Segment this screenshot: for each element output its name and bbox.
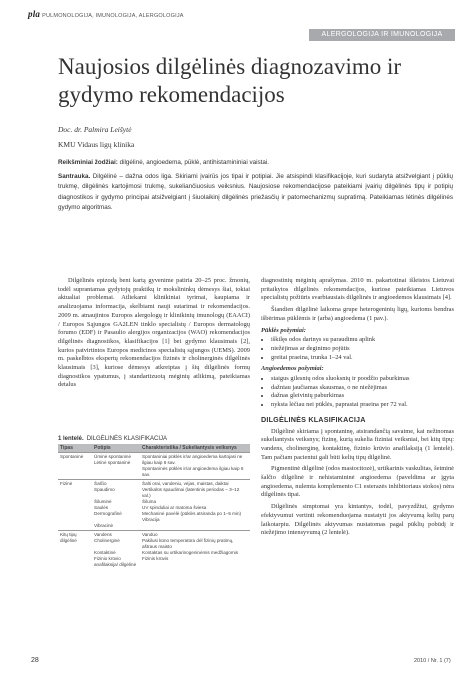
table-cell: Fizinė <box>58 480 92 531</box>
table-cell: Kitų tipų dilgėlinė <box>58 531 92 570</box>
table-caption <box>58 436 167 442</box>
table-cell: Vanduo Pakilusi kūno temperatūra dėl fizinių pratimų, aštraus maisto Kontaktas su urtikarinogeninėmis medžiagomis Fizinis krūvis <box>140 531 250 570</box>
table-cell: Ūminė spontaninė Lėtinė spontaninė <box>92 453 140 480</box>
angioedema-features-list <box>261 375 454 410</box>
section-banner: ALERGOLOGIJA IR IMUNOLOGIJA <box>309 29 455 41</box>
issue-number: 2010 / Nr. 1 (7) <box>414 658 451 664</box>
keywords-label: Reikšminiai žodžiai: <box>58 159 118 166</box>
list-item: • staigus gilesnių odos sluoksnių ir poodžio paburkimas <box>271 375 454 384</box>
table-header: Charakteristika / Sukeliantysis veiksnys <box>140 444 250 453</box>
wheal-features-list <box>261 336 454 362</box>
table-title: DILGĖLINĖS KLASIFIKACIJA <box>86 436 168 442</box>
affiliation: KMU Vidaus ligų klinika <box>58 140 135 149</box>
list-item: • dažniau jaučiamas skausmas, o ne niežėjimas <box>271 384 454 393</box>
table-row <box>58 531 250 570</box>
paragraph: Dilgėlinė skiriama į spontaninę, atsirandančią savaime, kai nežinomas sukeliantysis veiksnys; fizinę, kurią sukelia fiziniai veiksniai, bei kitų tipų: vandens, cholinerginę, kontaktinę, fizinio krūvio anafilaksiją (1 lentelė). Tam pačiam pacientui gali būti kelių tipų dilgėlinė. <box>261 427 454 461</box>
paragraph: diagnostinių mėginių aprašymas. 2010 m. pakartotinai išleistos Lietuvai pritaikytos dilgėlinės rekomendacijos, kuriose pateikiamas Lietuvos specialistų požiūris svarbiausiais dilgėlinės ir angioedemos klausimais [4]. <box>261 277 454 302</box>
angioedema-features-label: Angioedemos požymiai: <box>261 365 324 373</box>
table-cell: Spontaniniai pūklės ir/ar angioedema kartojasi ne ilgiau kaip 6 sav. Spontaninės pūklės ir/ar angioedema ilgiau kaip 6 sav. <box>140 453 250 480</box>
table-cell: Šalčio Spaudimo Šiluminė Saulės Dermografinė Vibracinė <box>92 480 140 531</box>
table-header: Tipas <box>58 444 92 453</box>
column-left <box>58 277 250 393</box>
keywords: dilgėlinė, angioedema, pūklė, antihistamininiai vaistai. <box>119 159 270 166</box>
summary-text: Dilgėlinė – dažna odos liga. Skiriami įvairūs jos tipai ir potipiai. Jie atsispindi klasifikacijoje, kuri sudaryta atsižvelgiant į pūklių trukmę, dilgėlinės kartojimosi trukmę, sukeliančiuosius veiksnius. Naujosiose rekomendacijose pateikiami įvairių dilgėlinės tipų ir potipių diagnostikos ir gydymo principai atsižvelgiant į šiuolaikinį dilgėlinės priežasčių ir patomechanizmų supratimą. Pateikiamas lėtinės dilgėlinės gydymo algoritmas. <box>58 172 453 211</box>
page-number: 28 <box>31 657 39 664</box>
table-cell: Spontaninė <box>58 453 92 480</box>
classification-table <box>58 444 250 569</box>
list-item: • niežėjimas ar deginimo pojūtis <box>271 345 454 354</box>
table-row <box>58 480 250 531</box>
summary <box>58 172 453 214</box>
section-heading: DILGĖLINĖS KLASIFIKACIJA <box>261 414 366 424</box>
paragraph: Pigmentinė dilgėlinė (odos mastocitozė), urtikarinis vaskulitas, šeiminė šalčio dilgėlinė ir nehistamininė angioedema (paveldima ar įgyta angioedema, nulemta komplemento C1 esterazės inhibitoriaus stokos) nėra dilgėlinės tipai. <box>261 465 454 499</box>
table-cell: Vandens Cholinerginė Kontaktinė Fizinio krūvio anafilaksija/ dilgėlinė <box>92 531 140 570</box>
table-cell: Šalti orai, vandeniu, vėjas, maistas, daiktai Vertikalūs spaudimai (latentinis periodas – 3–12 val.) Šiluma UV spinduliai ar matoma šviesa Mechaninė pavėlė (pūklės atsiranda po 1–5 min) Vibracija <box>140 480 250 531</box>
article-title: Naujosios dilgėlinės diagnozavimo ir gydymo rekomendacijos <box>58 54 402 107</box>
list-item: • iškilęs odos darinys su paraudimu aplink <box>271 336 454 345</box>
keywords-line <box>58 158 453 169</box>
table-number: 1 lentelė. <box>58 436 84 442</box>
author: Doc. dr. Palmira Leišytė <box>58 125 132 134</box>
wheal-features-label: Pūklės požymiai: <box>261 326 306 334</box>
list-item: • greitai praeina, trunka 1–24 val. <box>271 354 454 363</box>
journal-header <box>28 9 184 19</box>
list-item: • dažnas gleivinių paburkimas <box>271 392 454 401</box>
paragraph: Dilgėlinės simptomai yra kintantys, todėl, pavyzdžiui, gydymo efektyvumui vertinti rekomenduojama nustatyti jos aktyvumą kelių parų laikotarpiu. Dilgėlinės aktyvumas nustatomas pagal pūklių pobūdį ir niežėjimo intensyvumą (2 lentelė). <box>261 503 454 537</box>
table-header-row <box>58 444 250 453</box>
paragraph: Šiandien dilgėlinė laikoma grupe heterogeninių ligų, kurioms bendras išbėrimas pūklėmis ir (arba) angioedema (1 pav.). <box>261 306 454 322</box>
summary-label: Santrauka. <box>58 172 91 180</box>
intro-paragraph: Dilgėlinės epizodą bent kartą gyvenime patiria 20–25 proc. žmonių, todėl suprantamas gydytojų praktikų ir mokslininkų dėmesys šiai, tokiai aktualiai problemai. Atliekami klinikiniai tyrimai, kaupiama ir analizuojama informacija, skelbiami nauji sutarimai ir rekomendacijos. 2009 m. atnaujintos Europos alergologų ir klinikinių imunologų (EAACI) / Europos Sąjungos GA2LEN tinklo specialistų / Europos dermatologų forumo (EDF) ir Pasaulio alergijos organizacijos (WAO) rekomendacijos dilgėlinės diagnostikos, klasifikacijos [1] bei gydymo klausimais [2], kurios patvirtintos Europos medicinos specialistų sąjungos (UEMS). 2009 m. paskelbtos ekspertų rekomendacijos fizinės ir cholinerginės dilgėlinės klausimais [3], kuriose dėmesys atkreiptas į šių dilgėlinės formų diagnostikos ypatumus, į standartizuotą mėginių atlikimą, pateikiamas detalus <box>58 277 250 389</box>
column-right <box>261 277 454 541</box>
journal-logo: pla <box>28 9 41 19</box>
table-row <box>58 453 250 480</box>
abstract <box>58 158 453 217</box>
list-item: • nyksta lėčiau nei pūklės, paprastai praeina per 72 val. <box>271 401 454 410</box>
journal-name: PULMONOLOGIJA, IMUNOLOGIJA, ALERGOLOGIJA <box>42 13 184 19</box>
table-header: Potipis <box>92 444 140 453</box>
